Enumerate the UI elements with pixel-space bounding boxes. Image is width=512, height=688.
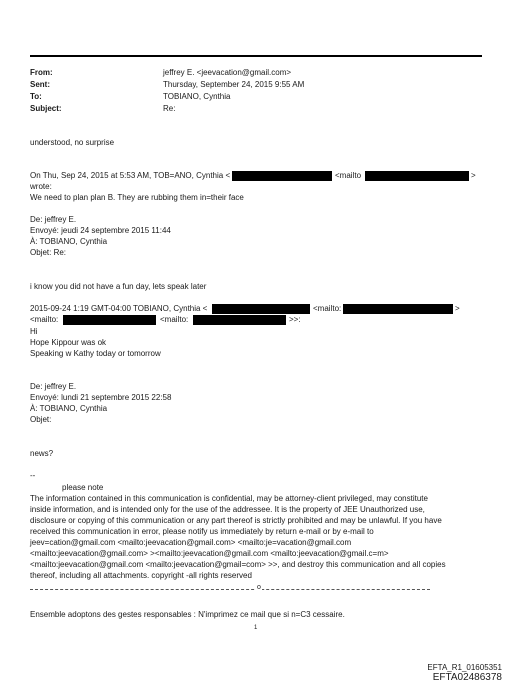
from-label: From:	[30, 68, 53, 77]
quote-mailto: <mailto:	[160, 315, 189, 324]
doc-id-primary: EFTA_R1_01605351	[427, 663, 502, 672]
to-label: To:	[30, 92, 42, 101]
please-note: please note	[62, 483, 104, 492]
fr-objet: Objet: Re:	[30, 248, 67, 257]
signature-dash: --	[30, 471, 36, 480]
fr-de: De: jeffrey E.	[30, 215, 77, 224]
disclaimer-line: thereof, including all attachments. copyright -all rights reserved	[30, 571, 252, 580]
redaction-box	[343, 304, 453, 314]
quote-intro: 2015-09-24 1:19 GMT-04:00 TOBIANO, Cynthia <	[30, 304, 208, 313]
redaction-box	[212, 304, 310, 314]
disclaimer-line: inside information, and is intended only for the use of the addressee. It is the property of JEE Unauthorized use,	[30, 505, 425, 514]
page-number: 1	[254, 625, 258, 631]
sent-label: Sent:	[30, 80, 50, 89]
from-value: jeffrey E. <jeevacation@gmail.com>	[163, 68, 292, 77]
ensemble-note: Ensemble adoptons des gestes responsables : N'imprimez ce mail que si n=C3 cessaire.	[30, 610, 345, 619]
quote-bracket: >	[471, 171, 476, 180]
fr-de: De: jeffrey E.	[30, 382, 77, 391]
news-text: news?	[30, 449, 54, 458]
redaction-box	[365, 171, 469, 181]
disclaimer-block	[30, 494, 446, 581]
disclaimer-line: jeev=cation@gmail.com <mailto:jeevacation@gmail.com> <mailto:je=vacation@gmail.com	[30, 538, 352, 547]
reply-text: understood, no surprise	[30, 138, 115, 147]
quote-mailto: <mailto:	[30, 315, 59, 324]
quote-mailto: <mailto:	[313, 304, 342, 313]
disclaimer-line: <mailto:jeevacation@gmail.com <mailto:jeevacation@gmail=com> >>, and destroy this communication and all copies	[30, 560, 446, 569]
fr-envoye: Envoyé: lundi 21 septembre 2015 22:58	[30, 393, 172, 402]
quote-intro: On Thu, Sep 24, 2015 at 5:53 AM, TOB=ANO, Cynthia <	[30, 171, 231, 180]
disclaimer-line: received this communication in error, please notify us immediately by return e-mail or by e-mail to	[30, 527, 374, 536]
header-rule	[30, 55, 482, 57]
fr-a: À: TOBIANO, Cynthia	[30, 404, 108, 413]
quote-text: We need to plan plan B. They are rubbing them in=their face	[30, 193, 244, 202]
quote-bracket: >	[455, 304, 460, 313]
to-value: TOBIANO, Cynthia	[163, 92, 231, 101]
redaction-box	[193, 315, 286, 325]
redaction-box	[63, 315, 156, 325]
fr-a: À: TOBIANO, Cynthia	[30, 237, 108, 246]
separator-dashes	[30, 589, 430, 590]
redaction-box	[232, 171, 332, 181]
subject-label: Subject:	[30, 104, 62, 113]
quote-line: Hope Kippour was ok	[30, 338, 107, 347]
fr-objet: Objet:	[30, 415, 52, 424]
quote-line: Hi	[30, 327, 38, 336]
disclaimer-line: The information contained in this communication is confidential, may be attorney-client privileged, may constitute	[30, 494, 428, 503]
quote-mailto: <mailto	[335, 171, 362, 180]
quote-bracket: >>:	[289, 315, 301, 324]
reply-text: i know you did not have a fun day, lets speak later	[30, 282, 207, 291]
quote-line: Speaking w Kathy today or tomorrow	[30, 349, 161, 358]
doc-id-secondary: EFTA02486378	[432, 672, 502, 683]
subject-value: Re:	[163, 104, 176, 113]
sent-value: Thursday, September 24, 2015 9:55 AM	[163, 80, 305, 89]
separator-mark: o	[257, 584, 261, 591]
disclaimer-line: disclosure or copying of this communication or any part thereof is strictly prohibited and may be unlawful. If you have	[30, 516, 442, 525]
disclaimer-line: <mailto:jeevacation@gmail.com> ><mailto:jeevacation@gmail.com <mailto:jeevacation@gmail.c=m>	[30, 549, 389, 558]
quote-wrote: wrote:	[30, 182, 52, 191]
fr-envoye: Envoyé: jeudi 24 septembre 2015 11:44	[30, 226, 171, 235]
